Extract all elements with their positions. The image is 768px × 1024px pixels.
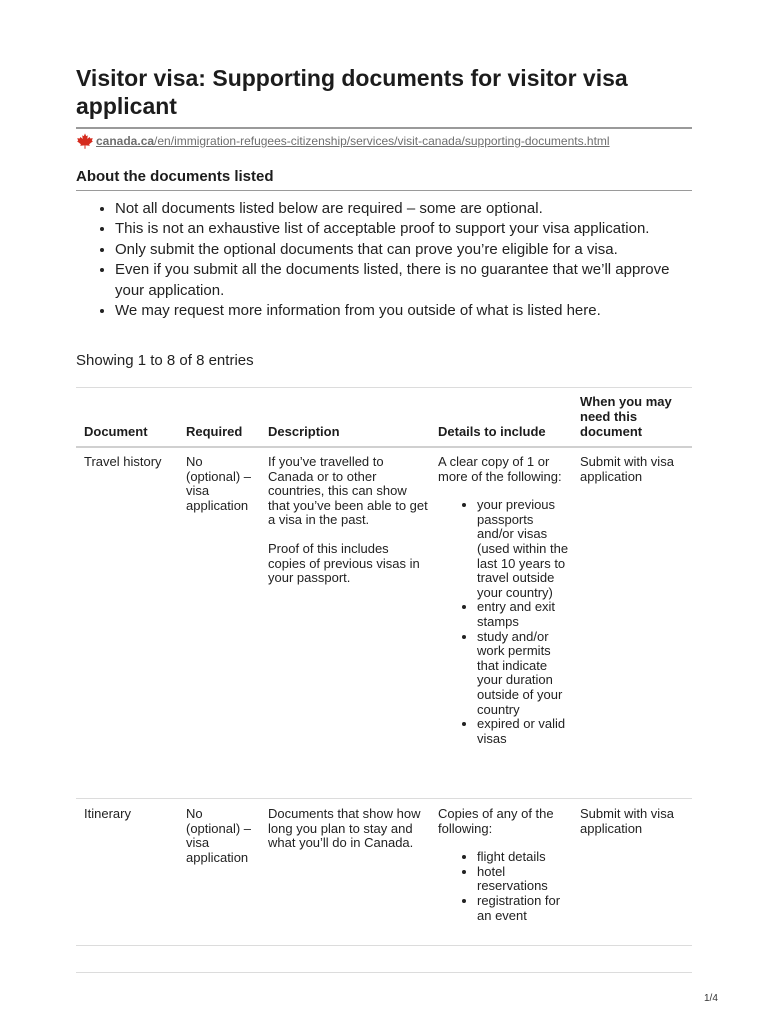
details-list <box>438 498 570 746</box>
details-intro: Copies of any of the following: <box>438 806 554 836</box>
list-item: • expired or valid visas <box>477 717 570 746</box>
description-paragraph: If you’ve travelled to Canada or to other countries, this can show that you’ve been able to get a visa in the past. <box>268 454 428 528</box>
table-top-border <box>76 387 692 388</box>
header-divider <box>76 446 692 448</box>
entries-count: Showing 1 to 8 of 8 entries <box>76 352 254 369</box>
cell-document: Itinerary <box>84 806 131 821</box>
row-divider <box>76 945 692 946</box>
column-header-required: Required <box>186 424 243 439</box>
page-title: Visitor visa: Supporting documents for visitor visa applicant <box>76 65 628 119</box>
cell-when: Submit with visa application <box>580 806 674 836</box>
source-link[interactable] <box>76 132 610 150</box>
row-divider <box>76 798 692 799</box>
page-number: 1/4 <box>704 993 718 1004</box>
list-item: • We may request more information from you outside of what is listed here. <box>115 301 692 321</box>
column-header-document: Document <box>84 424 148 439</box>
list-item: • Not all documents listed below are required – some are optional. <box>115 199 692 219</box>
column-header-when: When you may need this document <box>580 394 672 439</box>
cell-description <box>268 455 428 586</box>
section-divider <box>76 190 692 191</box>
cell-document: Travel history <box>84 454 162 469</box>
list-item: • entry and exit stamps <box>477 600 570 629</box>
cell-details <box>438 455 570 746</box>
list-item: • This is not an exhaustive list of acceptable proof to support your visa application. <box>115 219 692 239</box>
cell-required: No (optional) – visa application <box>186 454 252 513</box>
title-divider <box>76 127 692 129</box>
maple-leaf-shape <box>77 133 93 148</box>
maple-leaf-icon <box>76 132 94 150</box>
cell-when: Submit with visa application <box>580 454 674 484</box>
list-item: • Even if you submit all the documents listed, there is no guarantee that we’ll approve your application. <box>115 260 692 301</box>
list-item: • study and/or work permits that indicate your duration outside of your country <box>477 630 570 718</box>
column-header-description: Description <box>268 424 340 439</box>
column-header-details: Details to include <box>438 424 546 439</box>
section-heading: About the documents listed <box>76 168 274 185</box>
cell-required: No (optional) – visa application <box>186 806 252 865</box>
list-item: • flight details <box>477 850 570 865</box>
row-divider <box>76 972 692 973</box>
notes-list <box>76 199 692 321</box>
details-list <box>438 850 570 923</box>
description-paragraph: Documents that show how long you plan to stay and what you’ll do in Canada. <box>268 806 421 851</box>
list-item: • Only submit the optional documents that can prove you’re eligible for a visa. <box>115 240 692 260</box>
cell-details <box>438 807 570 923</box>
list-item: • your previous passports and/or visas (used within the last 10 years to travel outside your country) <box>477 498 570 600</box>
list-item: • registration for an event <box>477 894 570 923</box>
description-paragraph: Proof of this includes copies of previous visas in your passport. <box>268 540 420 586</box>
source-path[interactable]: /en/immigration-refugees-citizenship/services/visit-canada/supporting-documents.html <box>154 134 610 148</box>
cell-description <box>268 807 430 851</box>
source-domain[interactable]: canada.ca <box>96 134 155 148</box>
details-intro: A clear copy of 1 or more of the following: <box>438 454 562 484</box>
list-item: • hotel reservations <box>477 865 570 894</box>
